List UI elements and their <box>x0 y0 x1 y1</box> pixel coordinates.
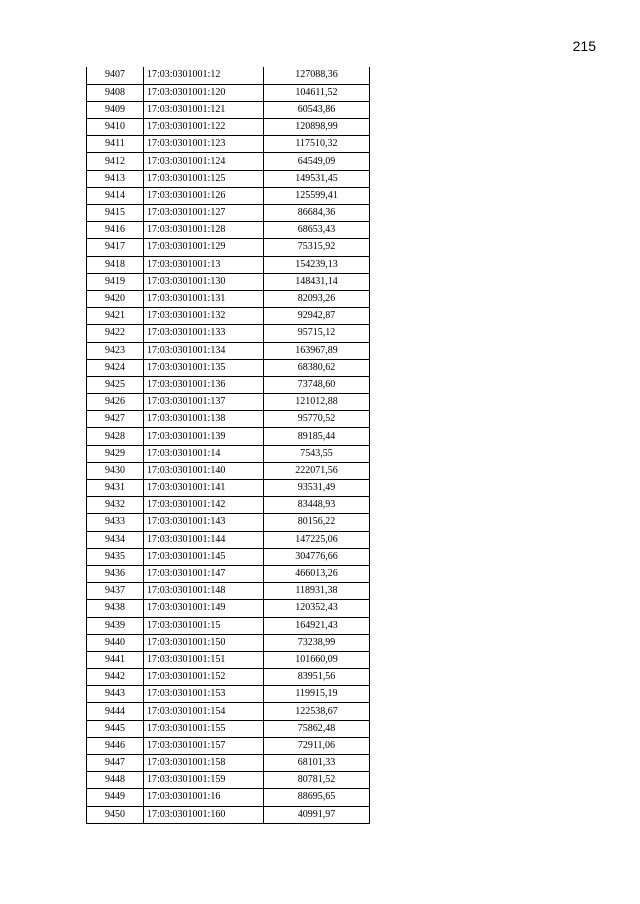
row-number-cell: 9432 <box>87 497 144 514</box>
row-number-cell: 9440 <box>87 634 144 651</box>
table-row <box>87 548 370 565</box>
cadastral-number-cell: 17:03:0301001:13 <box>144 256 264 273</box>
table-row <box>87 600 370 617</box>
cadastral-number-cell: 17:03:0301001:126 <box>144 187 264 204</box>
table-row <box>87 376 370 393</box>
cadastral-number-cell: 17:03:0301001:145 <box>144 548 264 565</box>
row-number-cell: 9423 <box>87 342 144 359</box>
cadastral-value-cell: 304776,66 <box>264 548 370 565</box>
table-row <box>87 101 370 118</box>
table-row <box>87 428 370 445</box>
cadastral-value-cell: 40991,97 <box>264 806 370 823</box>
cadastral-value-cell: 222071,56 <box>264 462 370 479</box>
cadastral-value-cell: 154239,13 <box>264 256 370 273</box>
row-number-cell: 9426 <box>87 394 144 411</box>
table-row <box>87 497 370 514</box>
cadastral-value-cell: 68380,62 <box>264 359 370 376</box>
row-number-cell: 9410 <box>87 119 144 136</box>
row-number-cell: 9427 <box>87 411 144 428</box>
cadastral-value-cell: 68653,43 <box>264 222 370 239</box>
row-number-cell: 9418 <box>87 256 144 273</box>
table-row <box>87 445 370 462</box>
cadastral-value-cell: 118931,38 <box>264 583 370 600</box>
table-row <box>87 583 370 600</box>
table-row <box>87 634 370 651</box>
table-row <box>87 342 370 359</box>
cadastral-value-cell: 148431,14 <box>264 273 370 290</box>
cadastral-value-cell: 80781,52 <box>264 772 370 789</box>
cadastral-number-cell: 17:03:0301001:129 <box>144 239 264 256</box>
cadastral-value-cell: 75862,48 <box>264 720 370 737</box>
table-row <box>87 325 370 342</box>
row-number-cell: 9430 <box>87 462 144 479</box>
cadastral-value-cell: 120898,99 <box>264 119 370 136</box>
row-number-cell: 9408 <box>87 84 144 101</box>
cadastral-value-cell: 88695,65 <box>264 789 370 806</box>
row-number-cell: 9448 <box>87 772 144 789</box>
cadastral-number-cell: 17:03:0301001:150 <box>144 634 264 651</box>
cadastral-value-cell: 163967,89 <box>264 342 370 359</box>
table-row <box>87 703 370 720</box>
table-row <box>87 308 370 325</box>
cadastral-value-cell: 117510,32 <box>264 136 370 153</box>
row-number-cell: 9411 <box>87 136 144 153</box>
cadastral-value-cell: 75315,92 <box>264 239 370 256</box>
row-number-cell: 9428 <box>87 428 144 445</box>
table-row <box>87 222 370 239</box>
table-row <box>87 480 370 497</box>
cadastral-number-cell: 17:03:0301001:131 <box>144 290 264 307</box>
table-row <box>87 119 370 136</box>
row-number-cell: 9433 <box>87 514 144 531</box>
row-number-cell: 9409 <box>87 101 144 118</box>
cadastral-number-cell: 17:03:0301001:120 <box>144 84 264 101</box>
table-row <box>87 651 370 668</box>
cadastral-number-cell: 17:03:0301001:141 <box>144 480 264 497</box>
cadastral-value-cell: 68101,33 <box>264 755 370 772</box>
table-row <box>87 531 370 548</box>
cadastral-number-cell: 17:03:0301001:154 <box>144 703 264 720</box>
cadastral-number-cell: 17:03:0301001:151 <box>144 651 264 668</box>
cadastral-number-cell: 17:03:0301001:128 <box>144 222 264 239</box>
cadastral-number-cell: 17:03:0301001:122 <box>144 119 264 136</box>
row-number-cell: 9413 <box>87 170 144 187</box>
cadastral-number-cell: 17:03:0301001:123 <box>144 136 264 153</box>
cadastral-value-cell: 86684,36 <box>264 205 370 222</box>
cadastral-number-cell: 17:03:0301001:152 <box>144 669 264 686</box>
cadastral-number-cell: 17:03:0301001:138 <box>144 411 264 428</box>
cadastral-number-cell: 17:03:0301001:158 <box>144 755 264 772</box>
cadastral-value-table <box>86 67 370 824</box>
cadastral-value-cell: 83951,56 <box>264 669 370 686</box>
cadastral-number-cell: 17:03:0301001:16 <box>144 789 264 806</box>
table-row <box>87 514 370 531</box>
cadastral-value-cell: 93531,49 <box>264 480 370 497</box>
cadastral-value-cell: 127088,36 <box>264 67 370 84</box>
table-row <box>87 755 370 772</box>
cadastral-number-cell: 17:03:0301001:130 <box>144 273 264 290</box>
cadastral-value-cell: 466013,26 <box>264 565 370 582</box>
cadastral-number-cell: 17:03:0301001:12 <box>144 67 264 84</box>
page-number: 215 <box>572 38 596 54</box>
cadastral-value-cell: 64549,09 <box>264 153 370 170</box>
cadastral-number-cell: 17:03:0301001:140 <box>144 462 264 479</box>
cadastral-number-cell: 17:03:0301001:153 <box>144 686 264 703</box>
row-number-cell: 9449 <box>87 789 144 806</box>
table-row <box>87 256 370 273</box>
table-row <box>87 205 370 222</box>
cadastral-number-cell: 17:03:0301001:136 <box>144 376 264 393</box>
table-row <box>87 359 370 376</box>
table-row <box>87 669 370 686</box>
cadastral-value-cell: 104611,52 <box>264 84 370 101</box>
row-number-cell: 9415 <box>87 205 144 222</box>
cadastral-value-cell: 122538,67 <box>264 703 370 720</box>
row-number-cell: 9439 <box>87 617 144 634</box>
table-row <box>87 290 370 307</box>
table-row <box>87 772 370 789</box>
table-row <box>87 737 370 754</box>
cadastral-number-cell: 17:03:0301001:132 <box>144 308 264 325</box>
table-row <box>87 411 370 428</box>
cadastral-value-cell: 149531,45 <box>264 170 370 187</box>
row-number-cell: 9425 <box>87 376 144 393</box>
cadastral-number-cell: 17:03:0301001:160 <box>144 806 264 823</box>
cadastral-value-cell: 83448,93 <box>264 497 370 514</box>
row-number-cell: 9422 <box>87 325 144 342</box>
cadastral-number-cell: 17:03:0301001:149 <box>144 600 264 617</box>
cadastral-number-cell: 17:03:0301001:133 <box>144 325 264 342</box>
row-number-cell: 9442 <box>87 669 144 686</box>
row-number-cell: 9444 <box>87 703 144 720</box>
row-number-cell: 9446 <box>87 737 144 754</box>
cadastral-value-cell: 73238,99 <box>264 634 370 651</box>
cadastral-value-cell: 7543,55 <box>264 445 370 462</box>
cadastral-value-cell: 120352,43 <box>264 600 370 617</box>
cadastral-number-cell: 17:03:0301001:137 <box>144 394 264 411</box>
row-number-cell: 9416 <box>87 222 144 239</box>
row-number-cell: 9434 <box>87 531 144 548</box>
row-number-cell: 9450 <box>87 806 144 823</box>
row-number-cell: 9437 <box>87 583 144 600</box>
cadastral-value-cell: 80156,22 <box>264 514 370 531</box>
cadastral-value-cell: 95770,52 <box>264 411 370 428</box>
table-row <box>87 187 370 204</box>
cadastral-value-cell: 95715,12 <box>264 325 370 342</box>
table-row <box>87 67 370 84</box>
row-number-cell: 9424 <box>87 359 144 376</box>
table-row <box>87 239 370 256</box>
table-row <box>87 273 370 290</box>
table-row <box>87 806 370 823</box>
table-row <box>87 720 370 737</box>
cadastral-number-cell: 17:03:0301001:139 <box>144 428 264 445</box>
cadastral-value-cell: 147225,06 <box>264 531 370 548</box>
table-row <box>87 462 370 479</box>
table-row <box>87 789 370 806</box>
row-number-cell: 9419 <box>87 273 144 290</box>
table-body <box>87 67 370 823</box>
table-row <box>87 153 370 170</box>
table-row <box>87 565 370 582</box>
cadastral-number-cell: 17:03:0301001:15 <box>144 617 264 634</box>
row-number-cell: 9431 <box>87 480 144 497</box>
cadastral-number-cell: 17:03:0301001:155 <box>144 720 264 737</box>
row-number-cell: 9412 <box>87 153 144 170</box>
cadastral-number-cell: 17:03:0301001:121 <box>144 101 264 118</box>
table-row <box>87 170 370 187</box>
row-number-cell: 9417 <box>87 239 144 256</box>
cadastral-number-cell: 17:03:0301001:135 <box>144 359 264 376</box>
row-number-cell: 9429 <box>87 445 144 462</box>
cadastral-number-cell: 17:03:0301001:143 <box>144 514 264 531</box>
cadastral-number-cell: 17:03:0301001:159 <box>144 772 264 789</box>
cadastral-value-cell: 72911,06 <box>264 737 370 754</box>
row-number-cell: 9436 <box>87 565 144 582</box>
table-row <box>87 394 370 411</box>
cadastral-value-cell: 82093,26 <box>264 290 370 307</box>
row-number-cell: 9447 <box>87 755 144 772</box>
row-number-cell: 9421 <box>87 308 144 325</box>
table-row <box>87 686 370 703</box>
cadastral-value-cell: 73748,60 <box>264 376 370 393</box>
cadastral-number-cell: 17:03:0301001:124 <box>144 153 264 170</box>
cadastral-number-cell: 17:03:0301001:127 <box>144 205 264 222</box>
cadastral-value-cell: 92942,87 <box>264 308 370 325</box>
table-row <box>87 84 370 101</box>
cadastral-number-cell: 17:03:0301001:157 <box>144 737 264 754</box>
cadastral-number-cell: 17:03:0301001:142 <box>144 497 264 514</box>
cadastral-number-cell: 17:03:0301001:134 <box>144 342 264 359</box>
row-number-cell: 9438 <box>87 600 144 617</box>
row-number-cell: 9420 <box>87 290 144 307</box>
cadastral-number-cell: 17:03:0301001:147 <box>144 565 264 582</box>
cadastral-value-cell: 119915,19 <box>264 686 370 703</box>
cadastral-value-cell: 89185,44 <box>264 428 370 445</box>
table-row <box>87 617 370 634</box>
cadastral-number-cell: 17:03:0301001:144 <box>144 531 264 548</box>
row-number-cell: 9414 <box>87 187 144 204</box>
row-number-cell: 9435 <box>87 548 144 565</box>
cadastral-value-cell: 60543,86 <box>264 101 370 118</box>
cadastral-number-cell: 17:03:0301001:14 <box>144 445 264 462</box>
cadastral-value-cell: 101660,09 <box>264 651 370 668</box>
row-number-cell: 9441 <box>87 651 144 668</box>
cadastral-value-cell: 125599,41 <box>264 187 370 204</box>
cadastral-number-cell: 17:03:0301001:148 <box>144 583 264 600</box>
row-number-cell: 9407 <box>87 67 144 84</box>
cadastral-value-cell: 121012,88 <box>264 394 370 411</box>
table-row <box>87 136 370 153</box>
cadastral-value-cell: 164921,43 <box>264 617 370 634</box>
row-number-cell: 9443 <box>87 686 144 703</box>
cadastral-number-cell: 17:03:0301001:125 <box>144 170 264 187</box>
row-number-cell: 9445 <box>87 720 144 737</box>
